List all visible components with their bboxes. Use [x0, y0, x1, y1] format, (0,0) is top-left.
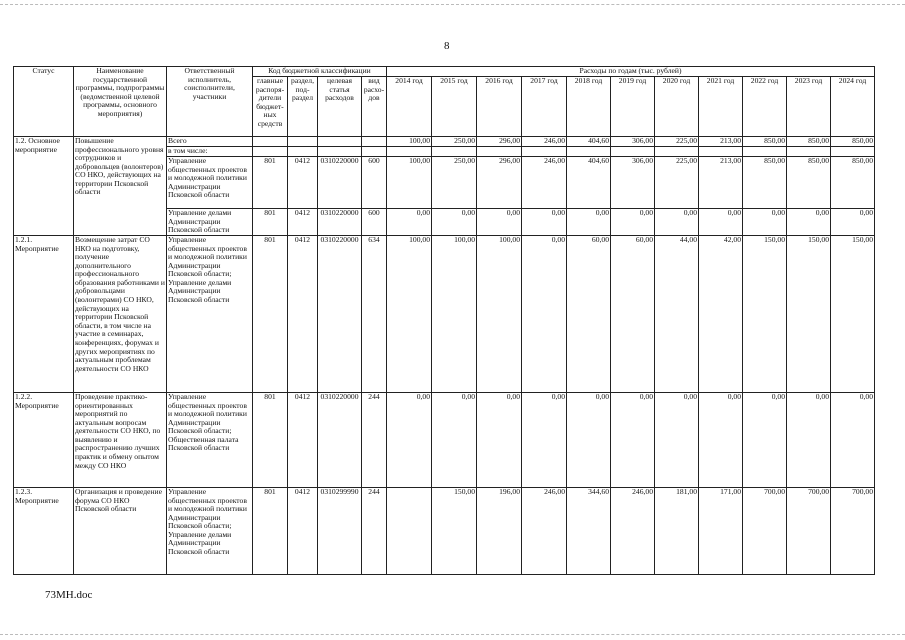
cell-amount: 0,00: [743, 209, 787, 236]
cell-name: Повышение профессионального уровня сотрудников и добровольцев (волонтеров) СО НКО, действующих на территории Псковской области: [74, 137, 167, 236]
cell-amount: [567, 147, 611, 157]
cell-status: 1.2.2. Мероприятие: [14, 393, 74, 488]
table-row: [14, 393, 875, 488]
cell-amount: [387, 147, 432, 157]
cell-section: 0412: [288, 393, 318, 488]
cell-section: [288, 137, 318, 147]
cell-expense-type: 634: [362, 236, 387, 393]
cell-amount: 150,00: [831, 236, 875, 393]
cell-amount: 150,00: [743, 236, 787, 393]
cell-target-article: 0310220000: [318, 236, 362, 393]
cell-status: 1.2.3. Мероприятие: [14, 488, 74, 575]
cell-expense-type: [362, 137, 387, 147]
cell-responsible: Управление общественных проектов и молодежной политики Администрации Псковской области: [167, 157, 253, 209]
cell-target-article: 0310220000: [318, 157, 362, 209]
cell-amount: 100,00: [387, 157, 432, 209]
header-year: 2018 год: [567, 77, 611, 137]
cell-name: Возмещение затрат СО НКО на подготовку, получение дополнительного профессионального образования работниками и добровольцами (волонтерами) СО НКО, действующих на территории Псковской области, в том числе на участие в семинарах, конференциях, форумах и других мероприятиях по актуальным проблемам деятельности СО НКО: [74, 236, 167, 393]
cell-grbs: 801: [253, 236, 288, 393]
cell-amount: 850,00: [831, 137, 875, 147]
header-name: Наименование государственной программы, подпрограммы (ведомственной целевой программы, основного мероприятия): [74, 67, 167, 137]
cell-amount: [699, 147, 743, 157]
cell-status: 1.2.1. Мероприятие: [14, 236, 74, 393]
cell-target-article: 0310299990: [318, 488, 362, 575]
cell-amount: 700,00: [831, 488, 875, 575]
cell-amount: 0,00: [477, 393, 522, 488]
cell-amount: [477, 147, 522, 157]
header-grbs: главные распоря-дители бюджет-ных средств: [253, 77, 288, 137]
cell-amount: 181,00: [655, 488, 699, 575]
cell-amount: 850,00: [787, 137, 831, 147]
cell-grbs: [253, 137, 288, 147]
header-expenses: Расходы по годам (тыс. рублей): [387, 67, 875, 77]
cell-amount: 0,00: [432, 209, 477, 236]
header-section: раздел, под-раздел: [288, 77, 318, 137]
cell-expense-type: [362, 147, 387, 157]
cell-responsible: Всего: [167, 137, 253, 147]
cell-section: 0412: [288, 236, 318, 393]
cell-amount: 250,00: [432, 137, 477, 147]
cell-amount: 0,00: [611, 209, 655, 236]
cell-amount: 42,00: [699, 236, 743, 393]
cell-grbs: 801: [253, 488, 288, 575]
cell-amount: 0,00: [699, 393, 743, 488]
header-year: 2024 год: [831, 77, 875, 137]
cell-amount: [611, 147, 655, 157]
cell-amount: 850,00: [743, 137, 787, 147]
table-row: [14, 488, 875, 575]
cell-amount: 0,00: [522, 236, 567, 393]
cell-amount: 246,00: [522, 488, 567, 575]
cell-amount: 250,00: [432, 157, 477, 209]
cell-amount: 196,00: [477, 488, 522, 575]
header-year: 2017 год: [522, 77, 567, 137]
cell-amount: [831, 147, 875, 157]
table-row: [14, 137, 875, 147]
cell-name: Проведение практико-ориентированных мероприятий по актуальным вопросам деятельности СО НКО, по выявлению и распространению лучших практик и обмену опытом между СО НКО: [74, 393, 167, 488]
cell-grbs: [253, 147, 288, 157]
cell-section: 0412: [288, 157, 318, 209]
header-year: 2023 год: [787, 77, 831, 137]
cell-amount: 296,00: [477, 137, 522, 147]
footer-doc-name: 73MH.doc: [45, 589, 93, 601]
cell-amount: 0,00: [387, 393, 432, 488]
header-year: 2022 год: [743, 77, 787, 137]
cell-amount: 225,00: [655, 137, 699, 147]
cell-expense-type: 600: [362, 209, 387, 236]
cell-responsible: Управление делами Администрации Псковской области: [167, 209, 253, 236]
cell-amount: 0,00: [387, 209, 432, 236]
header-year: 2016 год: [477, 77, 522, 137]
cell-status: 1.2. Основное мероприятие: [14, 137, 74, 236]
cell-amount: 0,00: [831, 209, 875, 236]
cell-amount: 246,00: [522, 137, 567, 147]
cell-amount: 850,00: [743, 157, 787, 209]
cell-target-article: [318, 147, 362, 157]
cell-responsible: Управление общественных проектов и молодежной политики Администрации Псковской области; Управление делами Администрации Псковской области: [167, 236, 253, 393]
cell-amount: 700,00: [743, 488, 787, 575]
cell-target-article: 0310220000: [318, 209, 362, 236]
cell-amount: 0,00: [611, 393, 655, 488]
cell-amount: 60,00: [611, 236, 655, 393]
cell-section: [288, 147, 318, 157]
cell-amount: 404,60: [567, 157, 611, 209]
cell-name: Организация и проведение форума СО НКО Псковской области: [74, 488, 167, 575]
cell-amount: 100,00: [387, 236, 432, 393]
cell-amount: 100,00: [432, 236, 477, 393]
cell-amount: 0,00: [477, 209, 522, 236]
cell-amount: 0,00: [567, 393, 611, 488]
header-expense-type: вид расхо-дов: [362, 77, 387, 137]
cell-amount: 0,00: [787, 209, 831, 236]
cell-amount: 150,00: [787, 236, 831, 393]
header-year: 2021 год: [699, 77, 743, 137]
cell-amount: 0,00: [655, 209, 699, 236]
page-bottom-edge: [0, 634, 905, 635]
header-year: 2019 год: [611, 77, 655, 137]
page-top-edge: [0, 4, 905, 5]
cell-amount: [787, 147, 831, 157]
cell-amount: 850,00: [831, 157, 875, 209]
cell-amount: [432, 147, 477, 157]
cell-section: 0412: [288, 209, 318, 236]
cell-amount: 0,00: [699, 209, 743, 236]
cell-amount: [522, 147, 567, 157]
header-status: Статус: [14, 67, 74, 137]
cell-amount: 150,00: [432, 488, 477, 575]
cell-responsible: в том числе:: [167, 147, 253, 157]
header-year: 2020 год: [655, 77, 699, 137]
cell-amount: [743, 147, 787, 157]
cell-expense-type: 244: [362, 393, 387, 488]
cell-amount: 60,00: [567, 236, 611, 393]
cell-grbs: 801: [253, 157, 288, 209]
cell-amount: 171,00: [699, 488, 743, 575]
cell-target-article: 0310220000: [318, 393, 362, 488]
cell-responsible: Управление общественных проектов и молодежной политики Администрации Псковской области; Управление делами Администрации Псковской области: [167, 488, 253, 575]
cell-amount: 404,60: [567, 137, 611, 147]
cell-amount: [655, 147, 699, 157]
cell-amount: 850,00: [787, 157, 831, 209]
cell-amount: 0,00: [831, 393, 875, 488]
header-responsible: Ответственный исполнитель, соисполнители, участники: [167, 67, 253, 137]
cell-amount: 296,00: [477, 157, 522, 209]
cell-amount: 0,00: [522, 209, 567, 236]
cell-grbs: 801: [253, 209, 288, 236]
cell-amount: 344,60: [567, 488, 611, 575]
cell-expense-type: 244: [362, 488, 387, 575]
cell-amount: 0,00: [787, 393, 831, 488]
cell-amount: 700,00: [787, 488, 831, 575]
cell-amount: 0,00: [522, 393, 567, 488]
cell-expense-type: 600: [362, 157, 387, 209]
cell-grbs: 801: [253, 393, 288, 488]
header-year: 2014 год: [387, 77, 432, 137]
header-year: 2015 год: [432, 77, 477, 137]
cell-amount: 246,00: [611, 488, 655, 575]
cell-section: 0412: [288, 488, 318, 575]
cell-amount: 44,00: [655, 236, 699, 393]
cell-amount: [387, 488, 432, 575]
cell-amount: 100,00: [477, 236, 522, 393]
cell-responsible: Управление общественных проектов и молодежной политики Администрации Псковской области; Общественная палата Псковской области: [167, 393, 253, 488]
header-kbk: Код бюджетной классификации: [253, 67, 387, 77]
cell-target-article: [318, 137, 362, 147]
cell-amount: 0,00: [432, 393, 477, 488]
cell-amount: 225,00: [655, 157, 699, 209]
cell-amount: 100,00: [387, 137, 432, 147]
budget-table: [13, 66, 875, 575]
cell-amount: 246,00: [522, 157, 567, 209]
cell-amount: 0,00: [567, 209, 611, 236]
cell-amount: 306,00: [611, 157, 655, 209]
cell-amount: 0,00: [655, 393, 699, 488]
cell-amount: 0,00: [743, 393, 787, 488]
cell-amount: 306,00: [611, 137, 655, 147]
header-target-article: целевая статья расходов: [318, 77, 362, 137]
table-row: [14, 236, 875, 393]
cell-amount: 213,00: [699, 137, 743, 147]
cell-amount: 213,00: [699, 157, 743, 209]
page-number: 8: [444, 40, 450, 52]
